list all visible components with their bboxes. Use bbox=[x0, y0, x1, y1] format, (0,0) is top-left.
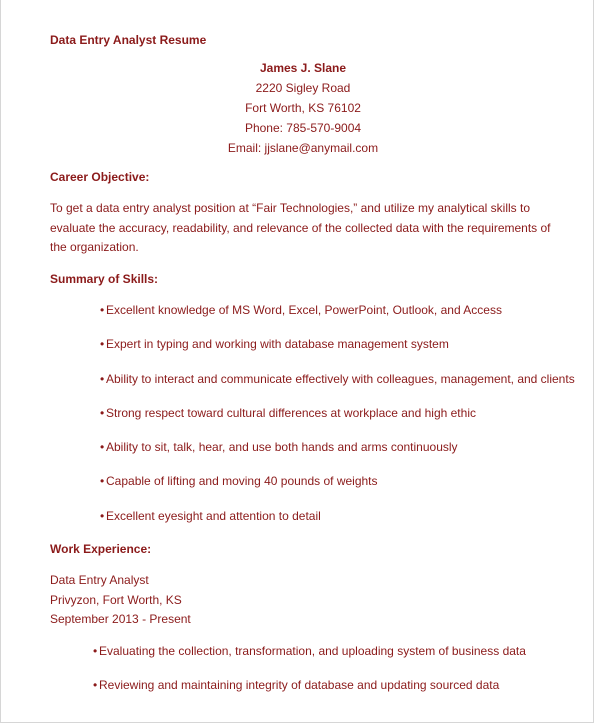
duty-text: Reviewing and maintaining integrity of database and updating sourced data bbox=[99, 678, 500, 692]
bullet-icon: • bbox=[100, 508, 105, 523]
list-item bbox=[100, 405, 575, 439]
list-item bbox=[93, 677, 526, 711]
bullet-icon: • bbox=[100, 440, 105, 455]
company-line: Privyzon, Fort Worth, KS bbox=[50, 592, 182, 607]
bullet-icon: • bbox=[93, 678, 98, 692]
skill-text: Expert in typing and working with database management system bbox=[106, 337, 449, 352]
bullet-icon: • bbox=[100, 371, 105, 386]
dates-line: September 2013 - Present bbox=[50, 612, 191, 626]
document-title: Data Entry Analyst Resume bbox=[50, 33, 207, 47]
bullet-icon: • bbox=[100, 303, 105, 317]
list-item bbox=[100, 336, 575, 370]
work-experience-heading: Work Experience: bbox=[50, 542, 152, 556]
career-objective-text: To get a data entry analyst position at “Fair Technologies,” and utilize my analytical skills to evaluate the accuracy, readability, and relevance of the collected data with the requirements of the organization. bbox=[50, 201, 551, 254]
contact-block bbox=[0, 60, 594, 160]
list-item bbox=[100, 371, 575, 405]
bullet-icon: • bbox=[100, 405, 105, 420]
phone-line: Phone: 785-570-9004 bbox=[244, 121, 362, 135]
job-title: Data Entry Analyst bbox=[50, 573, 149, 587]
applicant-name: James J. Slane bbox=[259, 61, 347, 75]
skill-text: Excellent eyesight and attention to detail bbox=[106, 508, 321, 523]
skill-text: Ability to interact and communicate effectively with colleagues, management, and clients bbox=[106, 371, 575, 386]
bullet-icon: • bbox=[100, 474, 105, 489]
skill-text: Capable of lifting and moving 40 pounds of weights bbox=[106, 474, 378, 489]
duty-text: Evaluating the collection, transformation, and uploading system of business data bbox=[99, 644, 526, 658]
email-line: Email: jjslane@anymail.com bbox=[227, 141, 379, 155]
skills-list bbox=[100, 302, 575, 542]
skill-text: Excellent knowledge of MS Word, Excel, PowerPoint, Outlook, and Access bbox=[106, 303, 502, 317]
skills-heading: Summary of Skills: bbox=[50, 272, 159, 286]
list-item bbox=[100, 473, 575, 507]
job-block bbox=[50, 572, 191, 631]
list-item bbox=[100, 439, 575, 473]
career-objective-heading: Career Objective: bbox=[50, 170, 150, 184]
work-duties-list bbox=[93, 643, 526, 711]
bullet-icon: • bbox=[93, 644, 98, 658]
address-line: 2220 Sigley Road bbox=[255, 81, 351, 95]
list-item bbox=[100, 508, 575, 542]
bullet-icon: • bbox=[100, 337, 105, 352]
skill-text: Ability to sit, talk, hear, and use both hands and arms continuously bbox=[106, 440, 458, 455]
skill-text: Strong respect toward cultural differences at workplace and high ethic bbox=[106, 405, 476, 420]
list-item bbox=[93, 643, 526, 677]
city-line: Fort Worth, KS 76102 bbox=[245, 101, 361, 115]
list-item bbox=[100, 302, 575, 336]
